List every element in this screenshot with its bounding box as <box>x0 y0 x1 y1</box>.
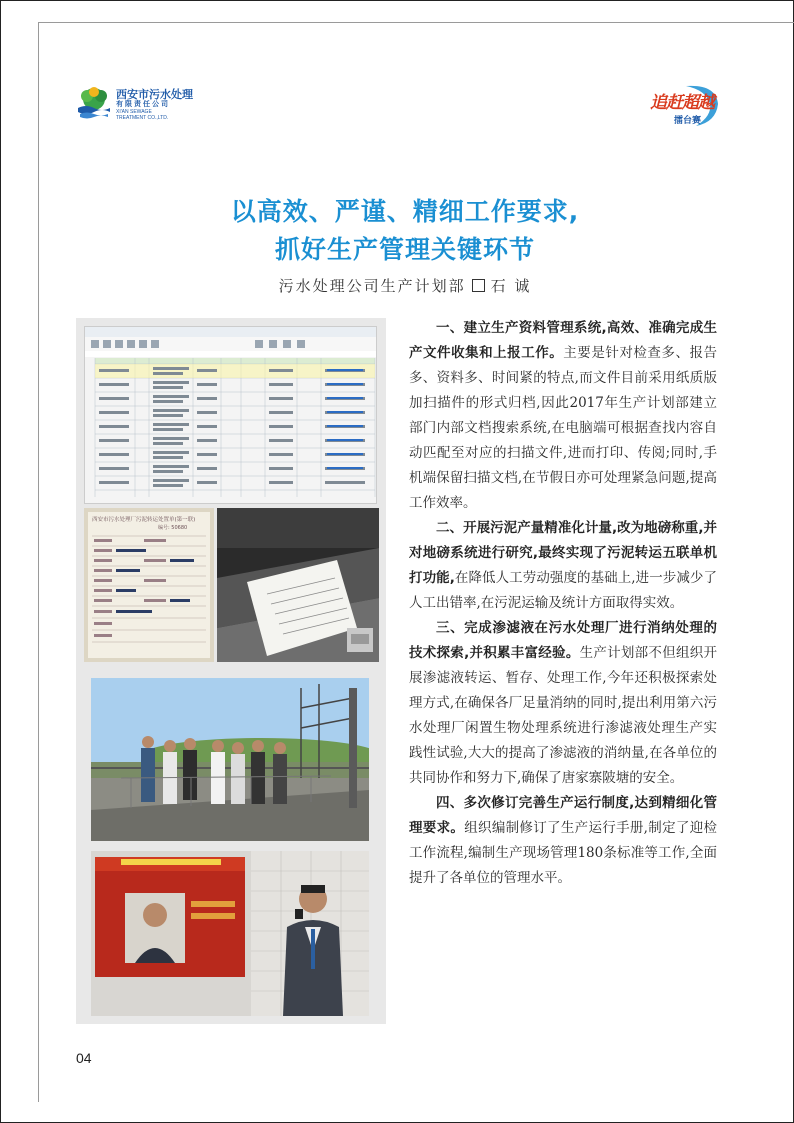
meeting-illustration <box>91 851 369 1016</box>
logo-english-line2: TREATMENT CO.,LTD. <box>116 115 169 121</box>
paragraph-text: 主要是针对检查多、报告多、资料多、时间紧的特点,而文件目前采用纸质版加扫描件的形式归档,因此2017年生产计划部建立部门内部文档搜索系统,在电脑端可根据查找内容自动匹配至对应的扫描文件,进而打印、传阅;同时,手机端保留扫描文档,在节假日亦可处理紧急问题,提高工作效率。 <box>409 345 718 511</box>
logo-english-line1: XI'AN SEWAGE <box>116 109 152 115</box>
logo-chinese-name: 西安市污水处理 <box>116 88 193 101</box>
form-number: 编号: 50680 <box>158 525 188 531</box>
byline-author: 石 诚 <box>490 277 532 295</box>
page-number: 04 <box>76 1050 92 1066</box>
paragraph-text: 组织编制修订了生产运行手册,制定了迎检工作流程,编制生产现场管理180条标准等工作,全面提升了各单位的管理水平。 <box>409 820 717 886</box>
left-rule <box>38 22 39 1102</box>
company-emblem-icon <box>76 86 112 120</box>
meeting-speaker-photo <box>91 851 369 1016</box>
article-body <box>409 316 717 891</box>
paragraph-text: 生产计划部不但组织开展渗滤液转运、暂存、处理工作,今年还积极探索处理方式,在确保各厂足量消纳的同时,提出利用第六污水处理厂闲置生物处理系统进行渗滤液处理生产实践性试验,大大的提高了渗滤液的消纳量,在各单位的共同协作和努力下,确保了唐家寨陂塘的安全。 <box>409 645 717 786</box>
byline-box-icon <box>472 279 485 292</box>
campaign-badge <box>646 82 722 130</box>
top-rule <box>38 22 794 23</box>
paragraph-1 <box>409 316 717 516</box>
company-logo <box>76 84 216 124</box>
byline <box>60 275 750 296</box>
paragraph-heading: 三、完成渗滤液在污水处理厂进行消纳处理的技术探索,并积累丰富经验。 <box>409 620 717 661</box>
badge-script-text: 追赶超越 <box>650 93 714 113</box>
badge-subtitle: 擂台赛 <box>674 116 702 126</box>
paragraph-heading: 二、开展污泥产量精准化计量,改为地磅称重,并对地磅系统进行研究,最终实现了污泥转运五联单机打功能, <box>409 520 717 586</box>
article-title-line2: 抓好生产管理关键环节 <box>274 235 535 264</box>
form-title: 西安市污水处理厂污泥转运处置单(第一联) <box>92 517 196 523</box>
paragraph-heading: 一、建立生产资料管理系统,高效、准确完成生产文件收集和上报工作。 <box>409 320 717 361</box>
byline-department: 污水处理公司生产计划部 <box>278 277 466 295</box>
paragraph-text: 在降低人工劳动强度的基础上,进一步减少了人工出错率,在污泥运输及统计方面取得实效。 <box>409 570 717 611</box>
paragraph-heading: 四、多次修订完善生产运行制度,达到精细化管理要求。 <box>409 795 717 836</box>
receipt-printer-photo <box>217 508 379 662</box>
article-title-line1: 以高效、严谨、精细工作要求, <box>230 197 580 226</box>
sludge-transfer-form-photo <box>84 508 214 662</box>
paragraph-3 <box>409 616 717 791</box>
inspection-illustration <box>91 678 369 841</box>
spreadsheet-illustration <box>85 327 377 504</box>
paragraph-4 <box>409 791 717 891</box>
site-inspection-photo <box>91 678 369 841</box>
printer-illustration <box>217 508 379 662</box>
paragraph-2 <box>409 516 717 616</box>
logo-chinese-subname: 有限责任公司 <box>116 100 170 108</box>
form-illustration <box>84 508 214 662</box>
spreadsheet-screenshot <box>84 326 377 504</box>
photo-column <box>76 318 386 1024</box>
